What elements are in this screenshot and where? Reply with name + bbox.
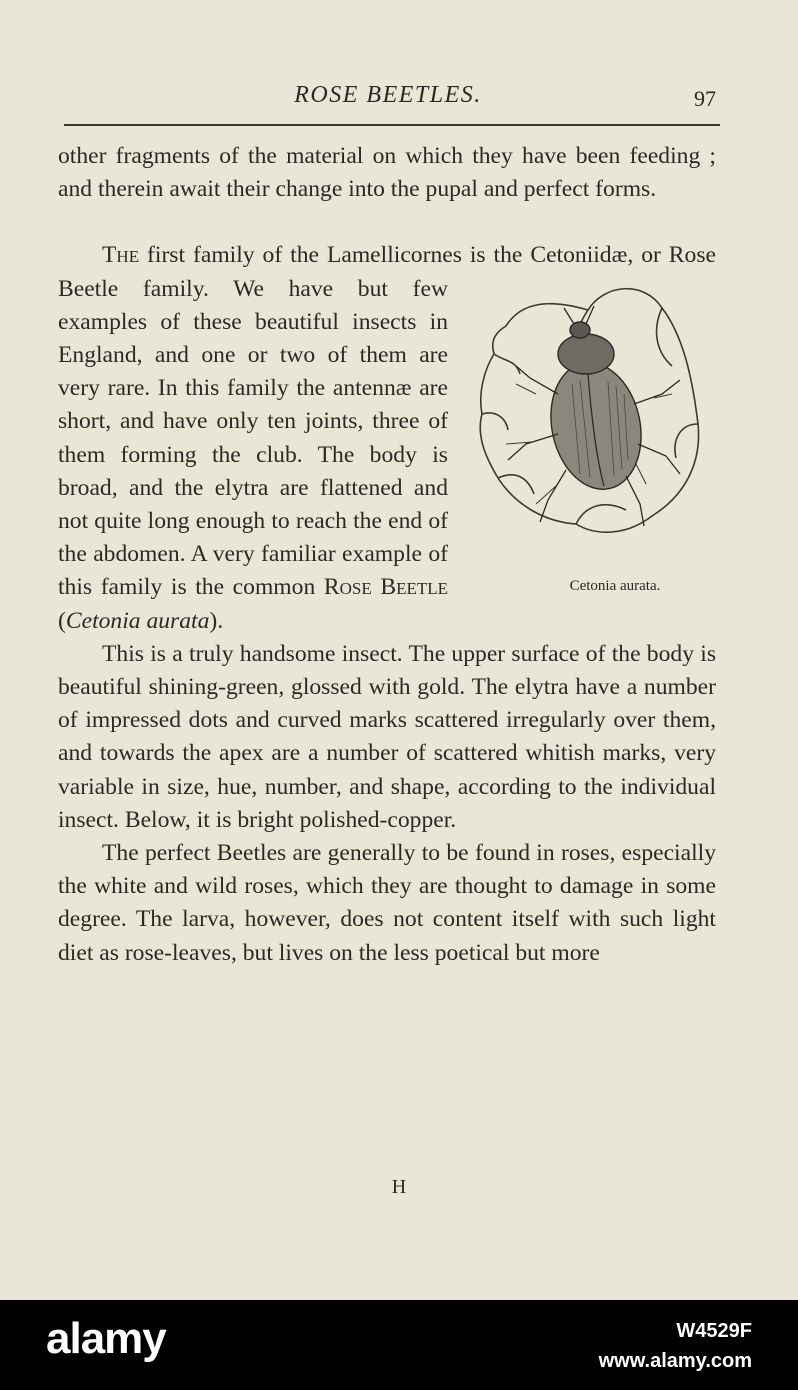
header-rule: [64, 124, 720, 126]
paragraph-2-lead: first family of the Lamellicornes is the Cetoniidæ, or Rose Beetle family. We have but few: [58, 242, 716, 302]
paragraph-2: [58, 239, 716, 637]
paragraph-4: The perfect Beetles are generally to be found in roses, especially the white and wild roses, which they are thought to damage in some degree. The larva, however, does not content itself with such light diet as rose-leaves, but lives on the less poetical but more: [58, 840, 716, 966]
beetle-on-rose-illustration: [476, 274, 708, 554]
paragraph-3: This is a truly handsome insect. The upper surface of the body is beautiful shining-green, glossed with gold. The elytra have a number of impressed dots and curved marks scattered irregularly over them, and towards the apex are a number of scattered whitish marks, very variable in size, hue, number, and shape, according to the individual insect. Below, it is bright polished-copper.: [58, 640, 716, 833]
brand-logo: alamy: [46, 1314, 166, 1363]
paragraph-2-wrap: examples of these beautiful insects in England, and one or two of them are very rare. In this family the antennæ are short, and have only ten joints, three of them forming the club. The body is broad, and the elytra are flattened and not quite long enough to reach the end of the abdomen. A very familiar example of this family is the common: [58, 308, 448, 601]
page-header: [60, 82, 716, 116]
running-head: ROSE BEETLES.: [294, 82, 482, 108]
beetle-figure: [470, 274, 716, 604]
drop-word: The: [102, 242, 140, 269]
signature-mark: H: [391, 1176, 407, 1198]
common-name: Rose Beetle: [323, 574, 448, 601]
paragraph-1: other fragments of the material on which they have been feeding ; and therein await their change into the pupal and perfect forms.: [58, 143, 716, 203]
page-number: 97: [694, 86, 716, 111]
open-paren: (: [58, 607, 66, 634]
image-id: W4529F: [676, 1320, 752, 1342]
body-text: [58, 140, 716, 970]
close-paren: ).: [209, 607, 224, 634]
latin-name: Cetonia aurata: [65, 607, 210, 634]
site-url: www.alamy.com: [598, 1350, 752, 1372]
figure-caption: Cetonia aurata.: [569, 577, 661, 594]
watermark-banner: [0, 1300, 798, 1390]
